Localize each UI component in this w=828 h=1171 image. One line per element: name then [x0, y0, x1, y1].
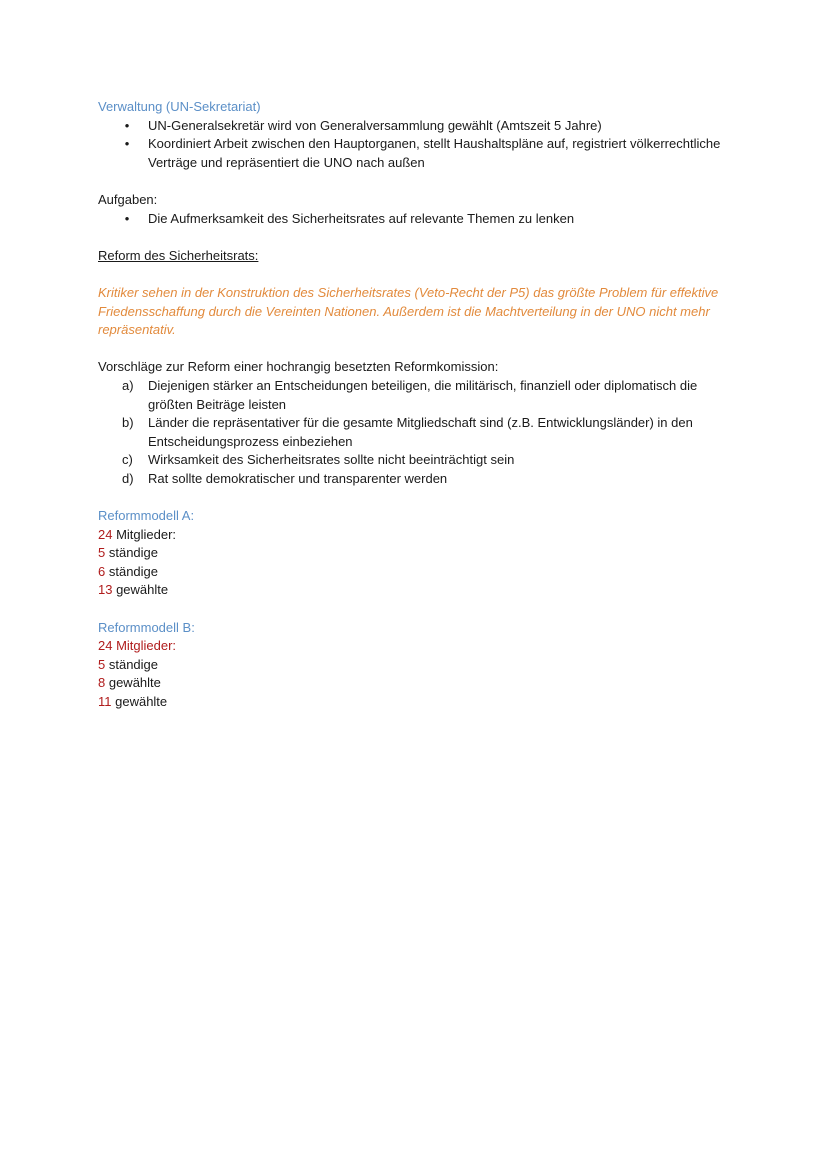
list-marker: c) [122, 452, 133, 468]
model-b-row [98, 674, 738, 693]
list-item-text: Diejenigen stärker an Entscheidungen beteiligen, die militärisch, finanziell oder diplomatisch die größten Beiträge leisten [148, 377, 698, 412]
model-a-number: 24 [98, 526, 113, 542]
model-a-label: gewählte [112, 582, 169, 598]
model-b-label: ständige [105, 656, 158, 672]
heading-verwaltung: Verwaltung (UN-Sekretariat) [98, 99, 261, 114]
aufgaben-bullet-list [98, 210, 738, 229]
bullet-icon: • [124, 210, 130, 226]
model-b-number: 11 [98, 694, 112, 709]
model-a-row [98, 544, 738, 563]
list-item-text: Wirksamkeit des Sicherheitsrates sollte nicht beeinträchtigt sein [148, 452, 515, 468]
list-item [98, 470, 738, 489]
list-item [98, 377, 738, 414]
model-a-row [98, 526, 738, 545]
list-marker: a) [122, 377, 134, 393]
list-marker: d) [122, 470, 134, 486]
list-item-text: Die Aufmerksamkeit des Sicherheitsrates auf relevante Themen zu lenken [148, 210, 575, 226]
bullet-icon: • [124, 117, 130, 133]
model-b-label: gewählte [105, 675, 161, 691]
model-b-row [98, 693, 738, 712]
list-item [98, 414, 738, 451]
heading-reformmodell-a: Reformmodell A: [98, 508, 195, 524]
model-b-number: 8 [98, 675, 106, 691]
model-b-row [98, 656, 738, 675]
model-a-number: 5 [98, 545, 106, 561]
model-b-label: gewählte [111, 694, 168, 709]
document-page [98, 98, 738, 712]
model-a-number: 13 [98, 582, 113, 598]
list-item [98, 117, 738, 136]
critique-paragraph: Kritiker sehen in der Konstruktion des Sicherheitsrates (Veto-Recht der P5) das größte Problem für effektive Friedensschaffung durch die Vereinten Nationen. Außerdem ist die Machtverteilung in der UNO nicht mehr repräsentativ. [98, 284, 719, 338]
model-a-number: 6 [98, 563, 106, 579]
model-a-label: ständige [105, 563, 158, 579]
list-item-text: Koordiniert Arbeit zwischen den Hauptorganen, stellt Haushaltspläne auf, registriert völkerrechtliche Verträge und repräsentiert die UNO nach außen [148, 136, 721, 170]
model-a-row [98, 581, 738, 600]
heading-reform: Reform des Sicherheitsrats: [98, 247, 259, 263]
model-a-label: Mitglieder: [112, 526, 177, 542]
bullet-icon: • [124, 136, 130, 152]
list-item-text: UN-Generalsekretär wird von Generalversammlung gewählt (Amtszeit 5 Jahre) [148, 117, 602, 133]
proposals-list [98, 377, 738, 489]
list-item-text: Länder die repräsentativer für die gesamte Mitgliedschaft sind (z.B. Entwicklungsländer) in den Entscheidungsprozess einbeziehen [148, 415, 693, 449]
heading-aufgaben: Aufgaben: [98, 191, 158, 207]
model-a-label: ständige [105, 545, 158, 561]
verwaltung-bullet-list [98, 117, 738, 173]
list-marker: b) [122, 415, 134, 431]
model-b-total: 24 Mitglieder: [98, 638, 177, 654]
list-item [98, 135, 738, 172]
proposals-intro: Vorschläge zur Reform einer hochrangig besetzten Reformkomission: [98, 359, 499, 375]
model-b-number: 5 [98, 656, 106, 672]
list-item-text: Rat sollte demokratischer und transparenter werden [148, 470, 448, 486]
list-item [98, 451, 738, 470]
heading-reformmodell-b: Reformmodell B: [98, 619, 195, 635]
model-a-row [98, 563, 738, 582]
list-item [98, 210, 738, 229]
